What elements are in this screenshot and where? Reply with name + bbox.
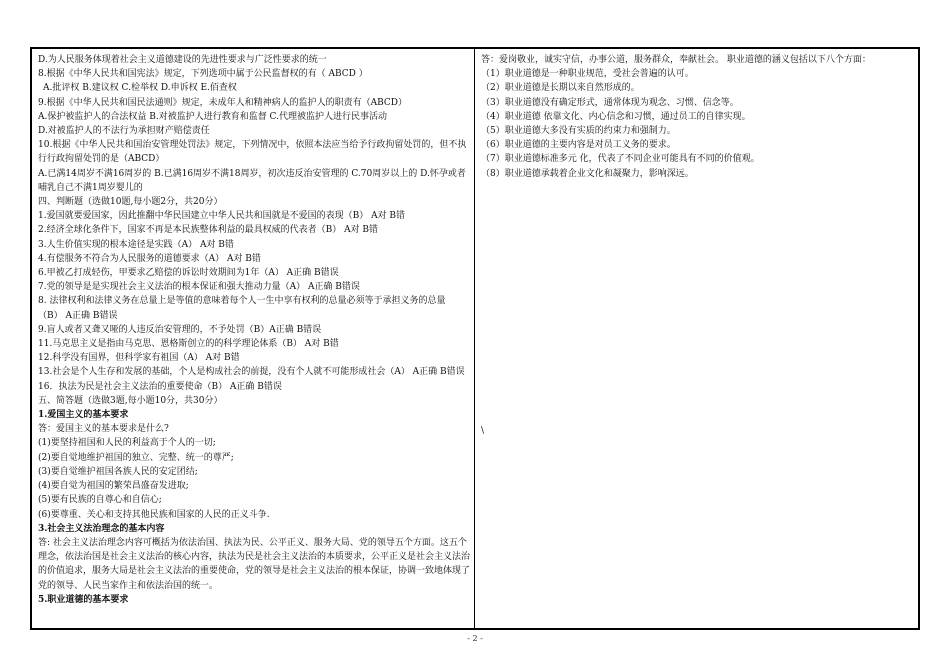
question-line: 12.科学没有国界，但科学家有祖国（A） A对 B错 xyxy=(38,353,240,364)
answer-line: (5)要有民族的自尊心和自信心; xyxy=(38,495,162,506)
question-title: 3.社会主义法治理念的基本内容 xyxy=(38,523,165,534)
section-heading: 五、简答题（选做3题,每小题10分，共30分） xyxy=(38,395,223,406)
right-column xyxy=(481,53,913,181)
text-line: A.批评权 B.建议权 C.检举权 D.申诉权 E.佰查权 xyxy=(43,83,237,94)
question-line: 6.甲被乙打成轻伤，甲要求乙赔偿的诉讼时效期间为1年（A） A正确 B错误 xyxy=(38,268,339,279)
answer-paragraph: 答: 社会主义法治理念内容可概括为依法治国、执法为民、公平正义、服务大局、党的领导五个方面。这五个理念，依法治国是社会主义法治的核心内容，执法为民是社会主义法治的本质要求，公平正义是社会主义法治的价值追求，服务大局是社会主义法治的重要使命，党的领导是社会主义法治的根本保证，协调一致地体现了党的领导、人民当家作主和依法治国的统一。 xyxy=(38,537,471,591)
question-paragraph: 13.社会是个人生存和发展的基础，个人是构成社会的前提，没有个人就不可能形成社会（A） A正确 B错误 xyxy=(38,367,465,378)
answer-line: (1)要坚持祖国和人民的利益高于个人的一切; xyxy=(38,438,216,449)
text-paragraph: A.已满14周岁不满16周岁的 B.已满16周岁不满18周岁，初次违反治安管理的 C.70周岁以上的 D.怀孕或者哺乳自己不满1周岁婴儿的 xyxy=(38,168,466,193)
answer-line: 答：爱国主义的基本要求是什么? xyxy=(38,424,169,435)
answer-line: （4）职业道德 依靠文化、内心信念和习惯，通过员工的自律实现。 xyxy=(481,111,751,122)
question-line: 1.爱国就要爱国家，因此推翻中华民国建立中华人民共和国就是不爱国的表现（B） A对 B错 xyxy=(38,211,406,222)
question-line: 11.马克思主义是指由马克思、恩格斯创立的的科学理论体系（B） A对 B错 xyxy=(38,339,339,350)
question-line: 9.盲人或者又聋又哑的人违反治安管理的，不予处罚（B）A正确 B错误 xyxy=(38,324,322,335)
answer-line: （7）职业道德标准多元 化，代表了不同企业可能具有不同的价值观。 xyxy=(481,154,760,165)
text-line: D.为人民服务体现着社会主义道德建设的先进性要求与广泛性要求的统一 xyxy=(38,55,327,65)
answer-line: （1）职业道德是一种职业规范，受社会普遍的认可。 xyxy=(481,69,694,80)
answer-line: (4)要自觉为祖国的繁荣昌盛奋发进取; xyxy=(38,481,189,492)
answer-line: （5）职业道德大多没有实质的约束力和强制力。 xyxy=(481,126,676,137)
answer-line: (3)要自觉维护祖国各族人民的安定团结; xyxy=(38,466,198,477)
answer-line: （3）职业道德没有确定形式，通常体现为观念、习惯、信念等。 xyxy=(481,97,739,108)
question-title: 1.爱国主义的基本要求 xyxy=(38,410,129,421)
text-line: A.保护被监护人的合法权益 B.对被监护人进行教育和监督 C.代理被监护人进行民事活动 xyxy=(38,111,387,122)
question-line: 16．执法为民是社会主义法治的重要使命（B） A正确 B错误 xyxy=(38,381,282,392)
answer-line: (2)要自觉地维护祖国的独立、完整、统一的尊严; xyxy=(38,452,234,463)
question-line: 2.经济全球化条件下，国家不再是本民族整体利益的最具权威的代表者（B） A对 B错 xyxy=(38,225,379,236)
answer-line: （2）职业道德是长期以来自然形成的。 xyxy=(481,83,640,94)
question-line: 7.党的领导是是实现社会主义法治的根本保证和强大推动力量（A） A正确 B错误 xyxy=(38,282,360,293)
answer-line: （8）职业道德承载着企业文化和凝聚力，影响深远。 xyxy=(481,168,694,179)
answer-line: (6)要尊重、关心和支持其他民族和国家的人民的正义斗争. xyxy=(38,509,270,520)
left-column xyxy=(38,53,470,607)
text-line: D.对被监护人的不法行为承担财产赔偿责任 xyxy=(38,126,210,137)
question-title: 5.职业道德的基本要求 xyxy=(38,594,129,605)
question-paragraph: 8. 法律权利和法律义务在总量上是等值的意味着每个人一生中享有权利的总量必须等于承担义务的总量（B） A正确 B错误 xyxy=(38,296,446,321)
section-heading: 四、判断题（选做10题,每小题2分，共20分） xyxy=(38,197,223,208)
text-line: 8.根据《中华人民共和国宪法》规定，下列选项中属于公民监督权的有（ ABCD ） xyxy=(38,69,368,80)
question-line: 3.人生价值实现的根本途径是实践（A） A对 B错 xyxy=(38,239,234,250)
text-line: 9.根据《中华人民共和国民法通则》规定，未成年人和精神病人的监护人的职责有（ABCD） xyxy=(38,97,407,108)
stray-mark: \ xyxy=(481,426,485,436)
question-line: 4.有偿服务不符合为人民服务的道德要求（A） A对 B错 xyxy=(38,253,261,264)
column-divider xyxy=(474,49,475,628)
answer-line: （6）职业道德的主要内容是对员工义务的要求。 xyxy=(481,140,676,151)
page-number: - 2 - xyxy=(467,634,483,643)
text-paragraph: 10.根据《中华人民共和国治安管理处罚法》规定，下列情况中，依照本法应当给予行政拘留处罚的，但不执行行政拘留处罚的是（ABCD） xyxy=(38,140,467,165)
answer-line: 答：爱岗敬业，诚实守信，办事公道，服务群众，奉献社会。 职业道德的涵义包括以下八个方面： xyxy=(481,55,871,65)
